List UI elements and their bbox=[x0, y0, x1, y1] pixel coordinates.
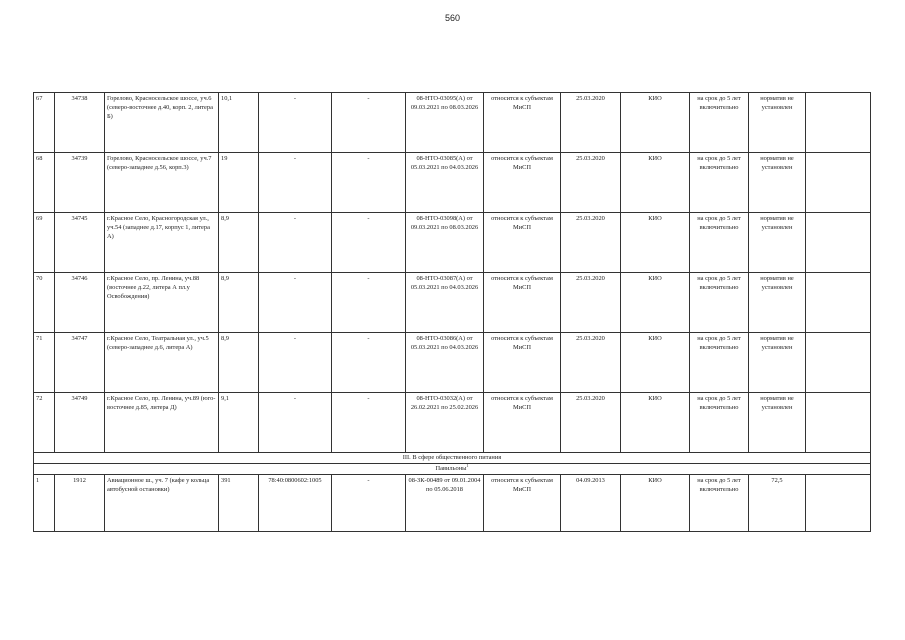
cell-ownership: относится к субъектам МиСП bbox=[484, 93, 561, 153]
cell-ownership: относится к субъектам МиСП bbox=[484, 475, 561, 532]
cell-address: Горелово, Красносельское шоссе, уч.7 (северо-западнее д.56, корп.3) bbox=[105, 153, 219, 213]
cell-date: 25.03.2020 bbox=[561, 393, 621, 453]
register-table bbox=[33, 92, 871, 532]
cell-ownership: относится к субъектам МиСП bbox=[484, 333, 561, 393]
cell-dept: КИО bbox=[621, 213, 690, 273]
cell-license: 08-НТО-03098(А) от 09.03.2021 по 08.03.2026 bbox=[406, 213, 484, 273]
cell-term: на срок до 5 лет включительно bbox=[690, 153, 749, 213]
cell-date: 25.03.2020 bbox=[561, 153, 621, 213]
cell-empty bbox=[806, 93, 871, 153]
cell-empty bbox=[806, 213, 871, 273]
cell-license: 08-НТО-03032(А) от 26.02.2021 по 25.02.2026 bbox=[406, 393, 484, 453]
cell-dept: КИО bbox=[621, 93, 690, 153]
cell-address: г.Красное Село, пр. Ленина, уч.89 (юго-восточнее д.85, литера Д) bbox=[105, 393, 219, 453]
cell-norm: норматив не установлен bbox=[749, 333, 806, 393]
cell-number: 67 bbox=[34, 93, 55, 153]
table-row bbox=[34, 213, 871, 273]
cell-empty bbox=[806, 153, 871, 213]
cell-dept: КИО bbox=[621, 153, 690, 213]
cell-date: 25.03.2020 bbox=[561, 213, 621, 273]
cell-id: 34738 bbox=[55, 93, 105, 153]
cell-id: 1912 bbox=[55, 475, 105, 532]
cell-date: 25.03.2020 bbox=[561, 333, 621, 393]
cell-license: 08-НТО-03095(А) от 09.03.2021 по 08.03.2026 bbox=[406, 93, 484, 153]
cell-date: 04.09.2013 bbox=[561, 475, 621, 532]
cell-cadastral: - bbox=[259, 333, 332, 393]
cell-cadastral: - bbox=[259, 153, 332, 213]
cell-empty bbox=[806, 333, 871, 393]
cell-license: 08-НТО-03086(А) от 05.03.2021 по 04.03.2026 bbox=[406, 333, 484, 393]
cell-extra: - bbox=[332, 475, 406, 532]
cell-ownership: относится к субъектам МиСП bbox=[484, 213, 561, 273]
cell-empty bbox=[806, 273, 871, 333]
cell-date: 25.03.2020 bbox=[561, 93, 621, 153]
cell-extra: - bbox=[332, 393, 406, 453]
subsection-row bbox=[34, 464, 871, 475]
cell-extra: - bbox=[332, 153, 406, 213]
cell-dept: КИО bbox=[621, 475, 690, 532]
cell-cadastral: - bbox=[259, 213, 332, 273]
cell-address: г.Красное Село, Театральная ул., уч.5 (северо-западнее д.6, литера А) bbox=[105, 333, 219, 393]
cell-number: 72 bbox=[34, 393, 55, 453]
cell-dept: КИО bbox=[621, 333, 690, 393]
cell-area: 19 bbox=[219, 153, 259, 213]
cell-norm: норматив не установлен bbox=[749, 153, 806, 213]
table-row bbox=[34, 393, 871, 453]
cell-number: 71 bbox=[34, 333, 55, 393]
cell-id: 34745 bbox=[55, 213, 105, 273]
subsection-label: Павильоны bbox=[435, 465, 467, 472]
cell-id: 34746 bbox=[55, 273, 105, 333]
cell-norm: норматив не установлен bbox=[749, 393, 806, 453]
cell-term: на срок до 5 лет включительно bbox=[690, 475, 749, 532]
cell-area: 8,9 bbox=[219, 213, 259, 273]
section-title: III. В сфере общественного питания bbox=[34, 453, 871, 464]
cell-area: 8,9 bbox=[219, 273, 259, 333]
cell-term: на срок до 5 лет включительно bbox=[690, 273, 749, 333]
cell-cadastral: - bbox=[259, 93, 332, 153]
cell-address: г.Красное Село, Красногородская ул., уч.54 (западнее д.17, корпус 1, литера А) bbox=[105, 213, 219, 273]
cell-license: 08-НТО-03087(А) от 05.03.2021 по 04.03.2026 bbox=[406, 273, 484, 333]
page-number: 560 bbox=[444, 13, 461, 23]
cell-extra: - bbox=[332, 333, 406, 393]
cell-id: 34749 bbox=[55, 393, 105, 453]
cell-dept: КИО bbox=[621, 273, 690, 333]
cell-number: 70 bbox=[34, 273, 55, 333]
cell-extra: - bbox=[332, 273, 406, 333]
cell-license: 08-НТО-03085(А) от 05.03.2021 по 04.03.2026 bbox=[406, 153, 484, 213]
cell-norm: норматив не установлен bbox=[749, 93, 806, 153]
cell-number: 1 bbox=[34, 475, 55, 532]
cell-cadastral: 78:40:0800602:1005 bbox=[259, 475, 332, 532]
cell-empty bbox=[806, 475, 871, 532]
cell-ownership: относится к субъектам МиСП bbox=[484, 393, 561, 453]
cell-address: Авиационное ш., уч. 7 (кафе у кольца автобусной остановки) bbox=[105, 475, 219, 532]
cell-extra: - bbox=[332, 213, 406, 273]
table-row bbox=[34, 153, 871, 213]
cell-cadastral: - bbox=[259, 273, 332, 333]
cell-term: на срок до 5 лет включительно bbox=[690, 393, 749, 453]
cell-term: на срок до 5 лет включительно bbox=[690, 93, 749, 153]
cell-address: г.Красное Село, пр. Ленина, уч.88 (восточнее д.22, литера А пл.у Освобождения) bbox=[105, 273, 219, 333]
cell-area: 391 bbox=[219, 475, 259, 532]
cell-empty bbox=[806, 393, 871, 453]
cell-id: 34747 bbox=[55, 333, 105, 393]
cell-norm: норматив не установлен bbox=[749, 273, 806, 333]
cell-term: на срок до 5 лет включительно bbox=[690, 333, 749, 393]
cell-date: 25.03.2020 bbox=[561, 273, 621, 333]
cell-number: 69 bbox=[34, 213, 55, 273]
cell-area: 8,9 bbox=[219, 333, 259, 393]
cell-area: 10,1 bbox=[219, 93, 259, 153]
table-row bbox=[34, 475, 871, 532]
cell-license: 08-ЗК-00489 от 09.01.2004 по 05.06.2018 bbox=[406, 475, 484, 532]
cell-ownership: относится к субъектам МиСП bbox=[484, 153, 561, 213]
table-row bbox=[34, 333, 871, 393]
footnote-mark: 1 bbox=[466, 463, 469, 468]
table-row bbox=[34, 273, 871, 333]
cell-ownership: относится к субъектам МиСП bbox=[484, 273, 561, 333]
cell-extra: - bbox=[332, 93, 406, 153]
cell-address: Горелово, Красносельское шоссе, уч.6 (северо-восточнее д.40, корп. 2, литера Б) bbox=[105, 93, 219, 153]
cell-cadastral: - bbox=[259, 393, 332, 453]
table-row bbox=[34, 93, 871, 153]
subsection-title bbox=[34, 464, 871, 475]
cell-dept: КИО bbox=[621, 393, 690, 453]
section-row bbox=[34, 453, 871, 464]
cell-area: 9,1 bbox=[219, 393, 259, 453]
cell-number: 68 bbox=[34, 153, 55, 213]
cell-norm: 72,5 bbox=[749, 475, 806, 532]
cell-norm: норматив не установлен bbox=[749, 213, 806, 273]
cell-term: на срок до 5 лет включительно bbox=[690, 213, 749, 273]
cell-id: 34739 bbox=[55, 153, 105, 213]
